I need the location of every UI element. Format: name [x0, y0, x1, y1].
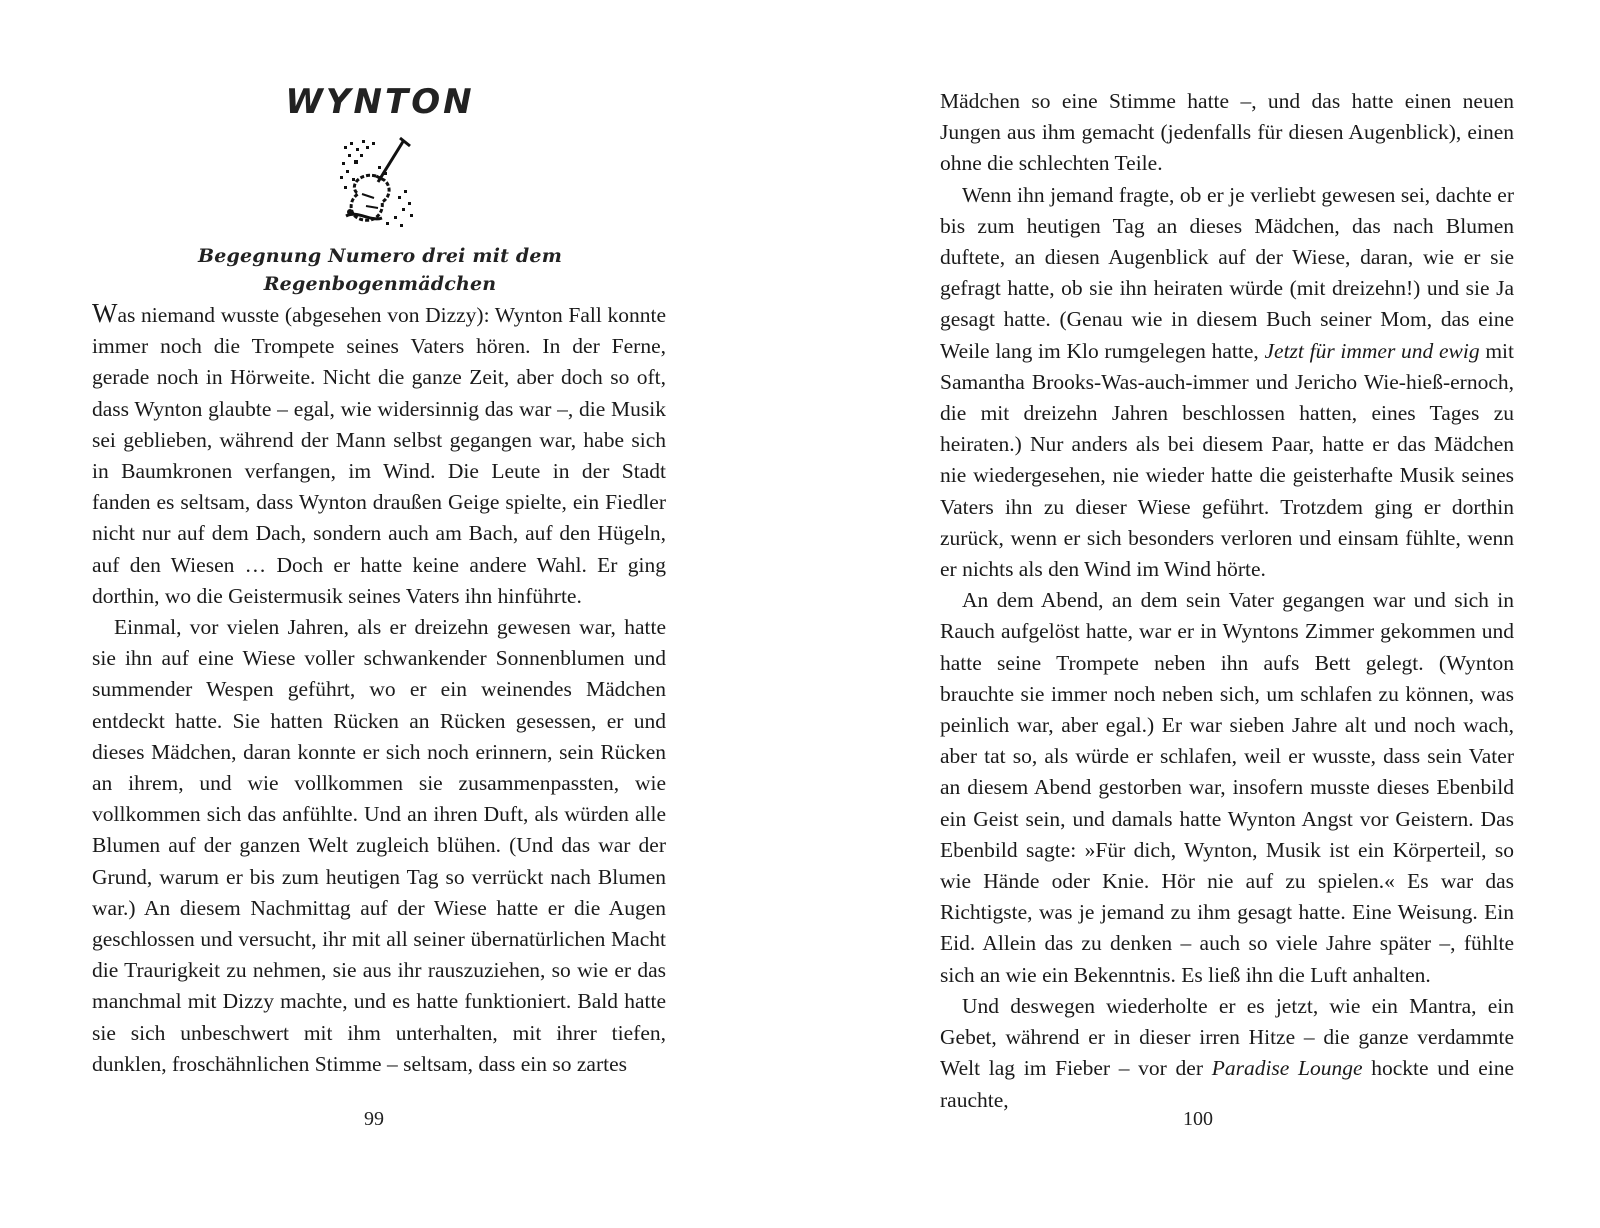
page-number: 100 — [1183, 1108, 1213, 1130]
right-body-text — [940, 86, 1514, 1116]
paragraph: Wenn ihn jemand fragte, ob er je verliebt gewesen sei, dachte er bis zum heutigen Tag an dieses Mädchen, das nach Blumen duftete, an diesen Augenblick auf der Wiese, daran, wie er sie gefragt hatte, ob sie ihn heiraten würde (mit dreizehn!) und sie Ja gesagt hatte. (Genau wie in diesem Buch seiner Mom, das eine Weile lang im Klo rumgelegen hatte, Jetzt für immer und ewig mit Samantha Brooks-Was-auch-immer und Jericho Wie-hieß-ernoch, die mit dreizehn Jahren beschlossen hatten, eines Tages zu heiraten.) Nur anders als bei diesem Paar, hatte er das Mädchen nie wiedergesehen, nie wieder hatte die geisterhafte Musik seines Vaters ihn zu dieser Wiese geführt. Trotzdem ging er dorthin zurück, wenn er sich besonders verloren und einsam fühlte, wenn er nichts als den Wind im Wind hörte. — [940, 182, 1514, 582]
venue-name: Paradise Lounge — [1211, 1056, 1363, 1081]
page-number: 99 — [364, 1108, 384, 1130]
chapter-title: WYNTON — [285, 82, 475, 122]
chapter-subtitle: Begegnung Numero drei mit dem Regenbogenmädchen — [197, 245, 563, 295]
violin-doodle-icon — [338, 136, 418, 232]
paragraph: An dem Abend, an dem sein Vater gegangen war und sich in Rauch aufgelöst hatte, war er in Wyntons Zimmer gekommen und hatte seine Trompete neben ihn aufs Bett gelegt. (Wynton brauchte sie immer noch neben sich, um schlafen zu können, was peinlich war, aber egal.) Er war sieben Jahre alt und noch wach, aber tat so, als würde er schlafen, weil er wusste, dass sein Vater an diesem Abend gestorben war, insofern musste dieses Ebenbild ein Geist sein, und damals hatte Wynton Angst vor Geistern. Das Ebenbild sagte: »Für dich, Wynton, Musik ist ein Körperteil, so wie Hände oder Knie. Hör nie auf zu spielen.« Es war das Richtigste, was je jemand zu ihm gesagt hatte. Eine Weisung. Ein Eid. Allein das zu denken – auch so viele Jahre später –, fühlte sich an wie ein Bekenntnis. Es ließ ihn die Luft anhalten. — [940, 588, 1514, 987]
drop-cap: W — [92, 298, 118, 328]
paragraph: Mädchen so eine Stimme hatte –, und das hatte einen neuen Jungen aus ihm gemacht (jedenfalls für diesen Augenblick), einen ohne die schlechten Teile. — [940, 89, 1514, 176]
paragraph: Was niemand wusste (abgesehen von Dizzy): Wynton Fall konnte immer noch die Trompete seines Vaters hören. In der Ferne, gerade noch in Hörweite. Nicht die ganze Zeit, aber doch so oft, dass Wynton glaubte – egal, wie widersinnig das war –, die Musik sei geblieben, während der Mann selbst gegangen war, habe sich in Baumkronen verfangen, im Wind. Die Leute in der Stadt fanden es seltsam, dass Wynton draußen Geige spielte, ein Fiedler nicht nur auf dem Dach, sondern auch am Bach, auf den Hügeln, auf den Wiesen … Doch er hatte keine andere Wahl. Er ging dorthin, wo die Geistermusik seines Vaters ihn hinführte. — [92, 298, 666, 608]
left-body-text — [92, 298, 666, 1080]
paragraph: Einmal, vor vielen Jahren, als er dreizehn gewesen war, hatte sie ihn auf eine Wiese voller schwankender Sonnenblumen und summender Wespen geführt, wo er ein weinendes Mädchen entdeckt hatte. Sie hatten Rücken an Rücken gesessen, er und dieses Mädchen, daran konnte er sich noch erinnern, sein Rücken an ihrem, und wie vollkommen sie zusammenpassten, wie vollkommen sich das anfühlte. Und an ihren Duft, als würden alle Blumen auf der ganzen Welt zugleich blühen. (Und das war der Grund, warum er bis zum heutigen Tag so verrückt nach Blumen war.) An diesem Nachmittag auf der Wiese hatte er die Augen geschlossen und versucht, ihr mit all seiner übernatürlichen Macht die Traurigkeit zu nehmen, sie aus ihr rauszuziehen, so wie er das manchmal mit Dizzy machte, und es hatte funktioniert. Bald hatte sie sich unbeschwert mit ihm unterhalten, mit ihrer tiefen, dunklen, froschähnlichen Stimme – seltsam, dass ein so zartes — [92, 615, 666, 1076]
paragraph: Und deswegen wiederholte er es jetzt, wie ein Mantra, ein Gebet, während er in dieser irren Hitze – die ganze verdammte Welt lag im Fieber – vor der Paradise Lounge hockte und eine rauchte, — [940, 993, 1515, 1112]
right-page — [800, 0, 1600, 1228]
book-title: Jetzt für immer und ewig — [1264, 338, 1480, 363]
